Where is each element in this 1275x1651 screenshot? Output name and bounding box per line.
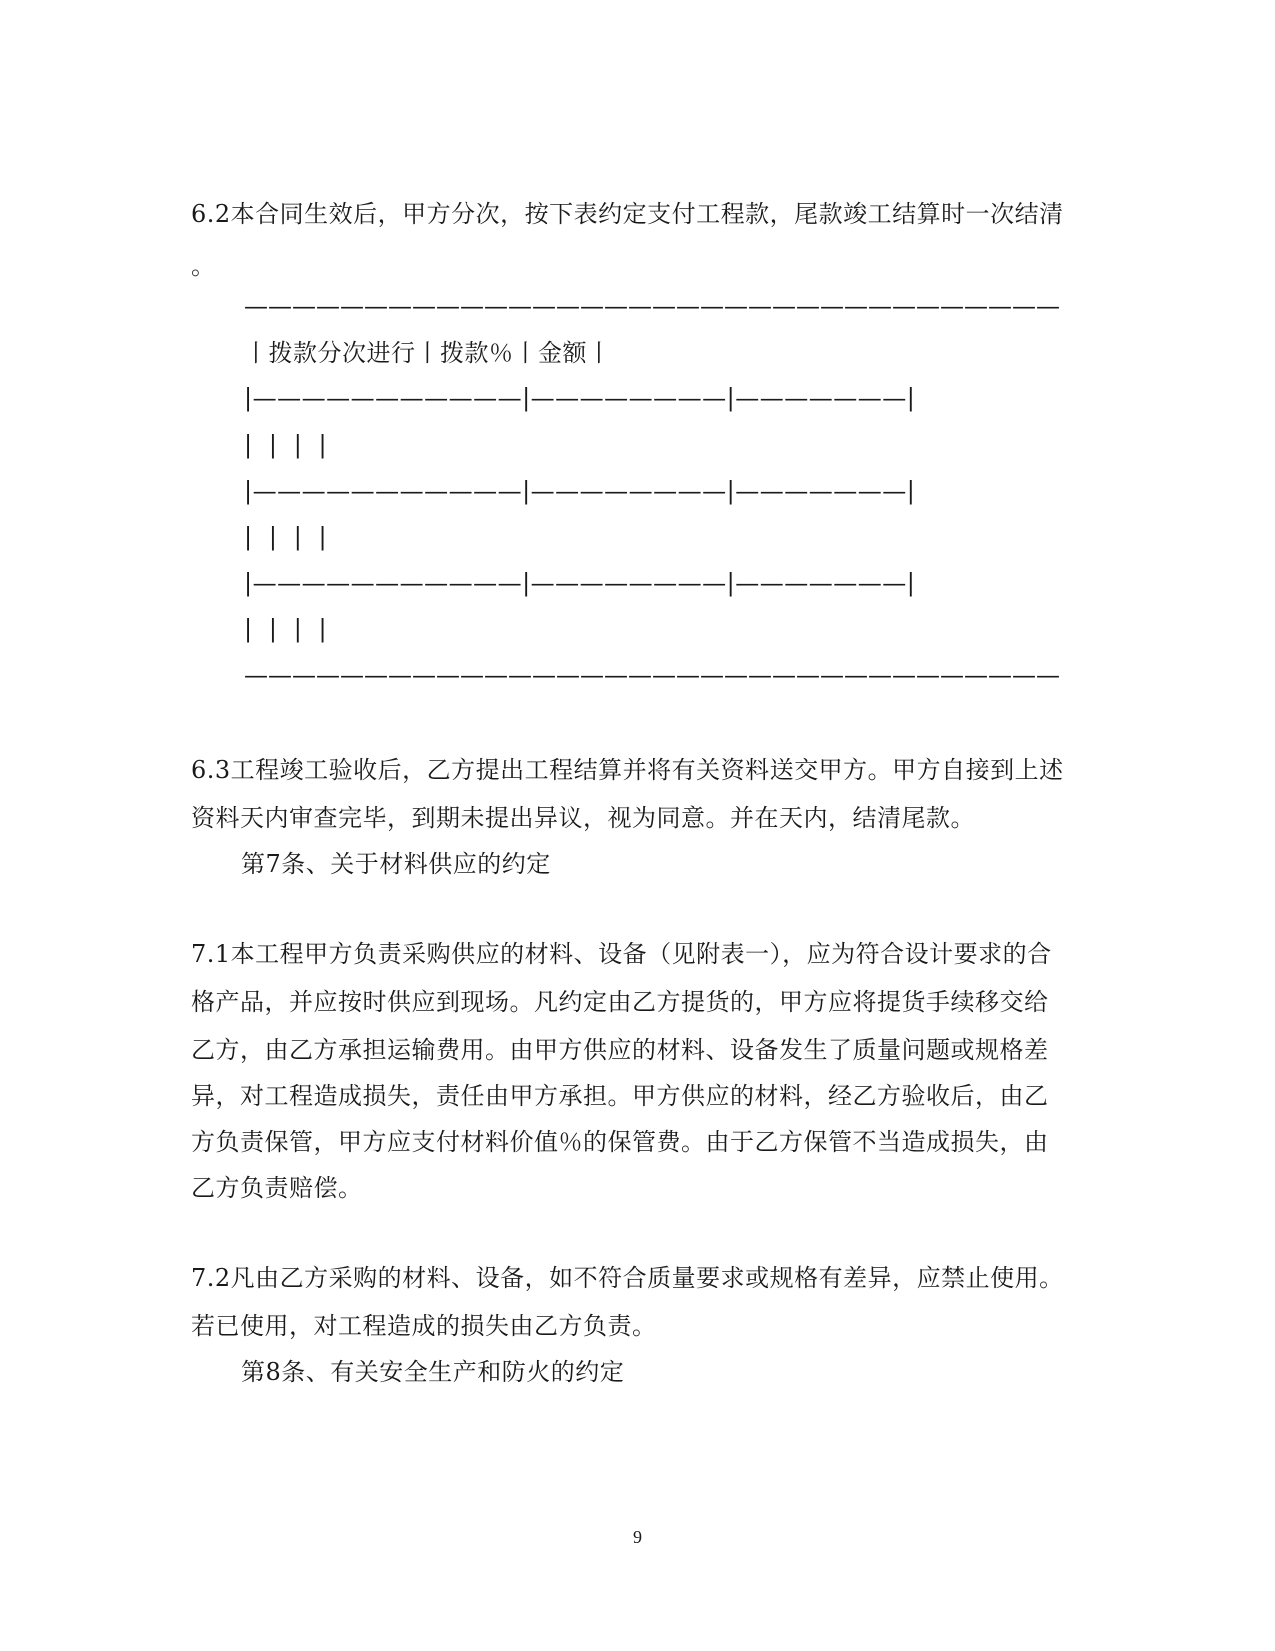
table-separator: |———————————|————————|———————| (244, 569, 916, 597)
table-bottom-border: —————————————————————————————————— (244, 661, 1060, 689)
article-8-heading: 第8条、有关安全生产和防火的约定 (241, 1358, 625, 1386)
table-row: | | | | (244, 615, 328, 643)
table-separator: |———————————|————————|———————| (244, 477, 916, 505)
section-7-1-line-6: 乙方负责赔偿。 (191, 1174, 363, 1202)
section-7-1-line-4: 异，对工程造成损失，责任由甲方承担。甲方供应的材料，经乙方验收后，由乙 (191, 1082, 1049, 1110)
section-7-1-line-5: 方负责保管，甲方应支付材料价值％的保管费。由于乙方保管不当造成损失，由 (191, 1128, 1049, 1156)
section-7-2-line-2: 若已使用，对工程造成的损失由乙方负责。 (191, 1312, 657, 1340)
table-row: | | | | (244, 523, 328, 551)
table-top-border: —————————————————————————————————— (244, 292, 1060, 320)
section-6-3-line-1: 6.3工程竣工验收后，乙方提出工程结算并将有关资料送交甲方。甲方自接到上述 (191, 756, 1064, 784)
section-7-1-line-3: 乙方，由乙方承担运输费用。由甲方供应的材料、设备发生了质量问题或规格差 (191, 1036, 1049, 1064)
table-header: 丨拨款分次进行丨拨款％丨金额丨 (244, 339, 612, 367)
section-6-2-line-1: 6.2本合同生效后，甲方分次，按下表约定支付工程款，尾款竣工结算时一次结清 (191, 200, 1064, 228)
page-number: 9 (633, 1527, 642, 1547)
section-7-2-line-1: 7.2凡由乙方采购的材料、设备，如不符合质量要求或规格有差异，应禁止使用。 (191, 1264, 1064, 1292)
table-separator: |———————————|————————|———————| (244, 384, 916, 412)
section-7-1-line-1: 7.1本工程甲方负责采购供应的材料、设备（见附表一），应为符合设计要求的合 (191, 940, 1052, 968)
article-7-heading: 第7条、关于材料供应的约定 (241, 850, 551, 878)
table-row: | | | | (244, 431, 328, 459)
section-7-1-line-2: 格产品，并应按时供应到现场。凡约定由乙方提货的，甲方应将提货手续移交给 (191, 988, 1049, 1016)
section-6-2-line-2: 。 (191, 252, 216, 280)
section-6-3-line-2: 资料天内审查完毕，到期未提出异议，视为同意。并在天内，结清尾款。 (191, 804, 975, 832)
